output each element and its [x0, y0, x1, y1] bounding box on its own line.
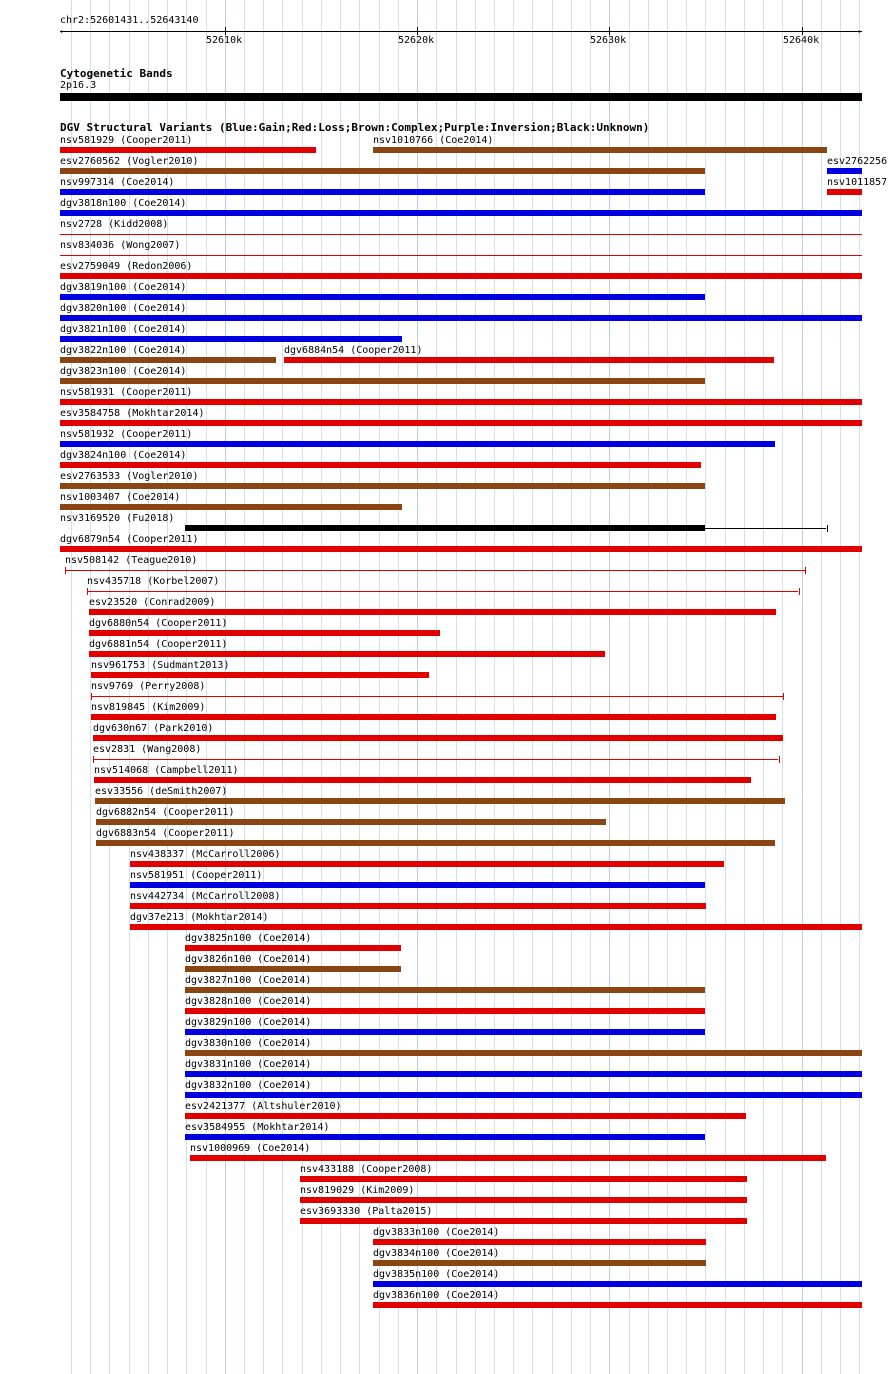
variant-bar[interactable] [60, 147, 316, 153]
grid-line [667, 0, 668, 1374]
variant-label: esv33556 (deSmith2007) [95, 786, 228, 797]
variant-label: esv2421377 (Altshuler2010) [185, 1101, 342, 1112]
grid-line [225, 0, 226, 1374]
cytoband-label: 2p16.3 [60, 80, 97, 91]
variant-bar[interactable] [96, 819, 606, 825]
ruler-left-arrow: ‹ [59, 27, 64, 36]
grid-line [840, 0, 841, 1374]
grid-line [648, 0, 649, 1374]
dgv-track-title: DGV Structural Variants (Blue:Gain;Red:Loss;Brown:Complex;Purple:Inversion;Black:Unknown) [60, 121, 650, 134]
variant-label: nsv581951 (Cooper2011) [130, 870, 263, 881]
variant-bar[interactable] [185, 1029, 705, 1035]
grid-line [513, 0, 514, 1374]
variant-bar[interactable] [185, 987, 705, 993]
ruler-axis-line [60, 31, 862, 32]
variant-label: nsv819845 (Kim2009) [91, 702, 206, 713]
variant-line[interactable] [91, 696, 783, 697]
ruler-tick-label: 52630k [590, 35, 627, 46]
variant-bar[interactable] [60, 420, 862, 426]
variant-label: nsv514068 (Campbell2011) [94, 765, 239, 776]
variant-bar[interactable] [185, 525, 705, 531]
variant-label: dgv3836n100 (Coe2014) [373, 1290, 500, 1301]
variant-endcap [783, 693, 784, 700]
grid-line [436, 0, 437, 1374]
variant-label: nsv581932 (Cooper2011) [60, 429, 193, 440]
variant-label: dgv3825n100 (Coe2014) [185, 933, 312, 944]
variant-bar[interactable] [89, 651, 605, 657]
variant-endcap [799, 588, 800, 595]
variant-label: esv2763533 (Vogler2010) [60, 471, 199, 482]
variant-label: nsv438337 (McCarroll2006) [130, 849, 281, 860]
variant-label: dgv3818n100 (Coe2014) [60, 198, 187, 209]
variant-bar[interactable] [60, 483, 705, 489]
variant-bar[interactable] [185, 1113, 746, 1119]
grid-line [532, 0, 533, 1374]
variant-bar[interactable] [60, 504, 402, 510]
variant-bar[interactable] [185, 1134, 705, 1140]
variant-label: nsv433188 (Cooper2008) [300, 1164, 433, 1175]
variant-label: nsv997314 (Coe2014) [60, 177, 175, 188]
variant-line[interactable] [60, 255, 862, 256]
variant-bar[interactable] [130, 903, 706, 909]
variant-bar[interactable] [300, 1197, 747, 1203]
ruler-tick [225, 27, 226, 35]
variant-line[interactable] [60, 234, 862, 235]
variant-bar[interactable] [89, 609, 776, 615]
variant-bar[interactable] [373, 147, 827, 153]
variant-label: dgv3834n100 (Coe2014) [373, 1248, 500, 1259]
variant-label: dgv3830n100 (Coe2014) [185, 1038, 312, 1049]
variant-bar[interactable] [60, 378, 705, 384]
grid-line [821, 0, 822, 1374]
variant-label: dgv3819n100 (Coe2014) [60, 282, 187, 293]
variant-bar[interactable] [185, 1071, 862, 1077]
variant-bar[interactable] [60, 441, 775, 447]
ruler-right-arrow: › [857, 27, 862, 36]
variant-label: esv2762256 [827, 156, 888, 167]
grid-line [590, 0, 591, 1374]
grid-line [725, 0, 726, 1374]
variant-line[interactable] [65, 570, 805, 571]
variant-label: dgv37e213 (Mokhtar2014) [130, 912, 269, 923]
variant-label: dgv6879n54 (Cooper2011) [60, 534, 199, 545]
variant-bar[interactable] [60, 168, 705, 174]
variant-bar[interactable] [373, 1260, 706, 1266]
variant-label: nsv961753 (Sudmant2013) [91, 660, 230, 671]
variant-bar[interactable] [60, 336, 402, 342]
grid-line [763, 0, 764, 1374]
grid-line [282, 0, 283, 1374]
variant-line[interactable] [87, 591, 798, 592]
variant-bar[interactable] [60, 210, 862, 216]
variant-label: nsv508142 (Teague2010) [65, 555, 198, 566]
variant-bar[interactable] [185, 1092, 862, 1098]
variant-label: nsv581931 (Cooper2011) [60, 387, 193, 398]
variant-label: esv3584758 (Mokhtar2014) [60, 408, 205, 419]
grid-line [571, 0, 572, 1374]
variant-label: nsv3169520 (Fu2018) [60, 513, 175, 524]
variant-label: nsv1010766 (Coe2014) [373, 135, 494, 146]
variant-label: dgv3820n100 (Coe2014) [60, 303, 187, 314]
variant-label: nsv9769 (Perry2008) [91, 681, 206, 692]
grid-line [859, 0, 860, 1374]
grid-line [686, 0, 687, 1374]
variant-label: dgv3827n100 (Coe2014) [185, 975, 312, 986]
variant-label: nsv1000969 (Coe2014) [190, 1143, 311, 1154]
variant-endcap [805, 567, 806, 574]
ruler-tick [609, 27, 610, 35]
grid-line [802, 0, 803, 1374]
grid-line [609, 0, 610, 1374]
variant-endcap [91, 693, 92, 700]
variant-label: esv23520 (Conrad2009) [89, 597, 216, 608]
variant-label: nsv1011857 [827, 177, 888, 188]
variant-label: nsv581929 (Cooper2011) [60, 135, 193, 146]
variant-label: dgv3821n100 (Coe2014) [60, 324, 187, 335]
variant-label: nsv442734 (McCarroll2008) [130, 891, 281, 902]
ruler-tick-label: 52640k [783, 35, 820, 46]
variant-bar[interactable] [300, 1176, 747, 1182]
variant-label: dgv630n67 (Park2010) [93, 723, 214, 734]
variant-label: esv2831 (Wang2008) [93, 744, 202, 755]
variant-bar[interactable] [91, 714, 776, 720]
grid-line [705, 0, 706, 1374]
variant-label: dgv3823n100 (Coe2014) [60, 366, 187, 377]
variant-bar[interactable] [60, 315, 862, 321]
variant-bar[interactable] [373, 1239, 706, 1245]
variant-label: dgv3833n100 (Coe2014) [373, 1227, 500, 1238]
variant-label: dgv6883n54 (Cooper2011) [96, 828, 235, 839]
variant-label: dgv3832n100 (Coe2014) [185, 1080, 312, 1091]
grid-line [629, 0, 630, 1374]
variant-bar[interactable] [60, 357, 276, 363]
variant-bar[interactable] [93, 735, 783, 741]
variant-bar[interactable] [60, 189, 705, 195]
variant-bar[interactable] [827, 168, 862, 174]
grid-line [244, 0, 245, 1374]
variant-endcap [779, 756, 780, 763]
variant-label: dgv3829n100 (Coe2014) [185, 1017, 312, 1028]
variant-bar[interactable] [827, 189, 862, 195]
variant-bar[interactable] [91, 672, 429, 678]
variant-label: esv2760562 (Vogler2010) [60, 156, 199, 167]
variant-bar[interactable] [60, 546, 862, 552]
variant-label: esv3584955 (Mokhtar2014) [185, 1122, 330, 1133]
variant-bar[interactable] [130, 882, 705, 888]
variant-label: dgv6881n54 (Cooper2011) [89, 639, 228, 650]
cytoband-track-title: Cytogenetic Bands [60, 67, 173, 80]
variant-label: nsv1003407 (Coe2014) [60, 492, 181, 503]
grid-line [475, 0, 476, 1374]
grid-line [744, 0, 745, 1374]
cytoband-bar[interactable] [60, 93, 862, 101]
variant-bar[interactable] [300, 1218, 747, 1224]
variant-bar[interactable] [373, 1302, 862, 1308]
variant-label: dgv3824n100 (Coe2014) [60, 450, 187, 461]
variant-bar[interactable] [60, 273, 862, 279]
variant-bar[interactable] [185, 966, 401, 972]
variant-label: esv2759049 (Redon2006) [60, 261, 193, 272]
variant-bar[interactable] [190, 1155, 826, 1161]
variant-label: dgv6882n54 (Cooper2011) [96, 807, 235, 818]
variant-label: dgv3826n100 (Coe2014) [185, 954, 312, 965]
variant-bar[interactable] [96, 840, 775, 846]
variant-endcap [65, 567, 66, 574]
variant-label: dgv3835n100 (Coe2014) [373, 1269, 500, 1280]
variant-label: esv3693330 (Palta2015) [300, 1206, 433, 1217]
grid-line [456, 0, 457, 1374]
variant-endcap [93, 756, 94, 763]
ruler-range-label: chr2:52601431..52643140 [60, 15, 199, 26]
variant-label: dgv3831n100 (Coe2014) [185, 1059, 312, 1070]
variant-bar[interactable] [60, 294, 705, 300]
grid-line [552, 0, 553, 1374]
variant-label: nsv819029 (Kim2009) [300, 1185, 415, 1196]
variant-bar[interactable] [94, 777, 751, 783]
variant-bar[interactable] [185, 1008, 705, 1014]
variant-bar[interactable] [60, 399, 862, 405]
variant-label: nsv435718 (Korbel2007) [87, 576, 220, 587]
variant-bar[interactable] [89, 630, 440, 636]
ruler-tick [802, 27, 803, 35]
variant-label: dgv3828n100 (Coe2014) [185, 996, 312, 1007]
variant-endcap [827, 525, 828, 532]
variant-bar[interactable] [373, 1281, 862, 1287]
variant-label: nsv834036 (Wong2007) [60, 240, 181, 251]
variant-bar[interactable] [60, 462, 701, 468]
ruler-tick [417, 27, 418, 35]
variant-line[interactable] [93, 759, 778, 760]
grid-line [494, 0, 495, 1374]
ruler-tick-label: 52610k [206, 35, 243, 46]
variant-label: dgv6880n54 (Cooper2011) [89, 618, 228, 629]
ruler-tick-label: 52620k [398, 35, 435, 46]
variant-bar[interactable] [284, 357, 774, 363]
grid-line [263, 0, 264, 1374]
variant-label: dgv6884n54 (Cooper2011) [284, 345, 423, 356]
variant-bar[interactable] [95, 798, 785, 804]
grid-line [206, 0, 207, 1374]
variant-bar[interactable] [185, 945, 401, 951]
variant-label: dgv3822n100 (Coe2014) [60, 345, 187, 356]
variant-bar[interactable] [130, 924, 862, 930]
variant-bar[interactable] [185, 1050, 862, 1056]
variant-endcap [87, 588, 88, 595]
grid-line [782, 0, 783, 1374]
variant-bar[interactable] [130, 861, 724, 867]
variant-label: nsv2728 (Kidd2008) [60, 219, 169, 230]
